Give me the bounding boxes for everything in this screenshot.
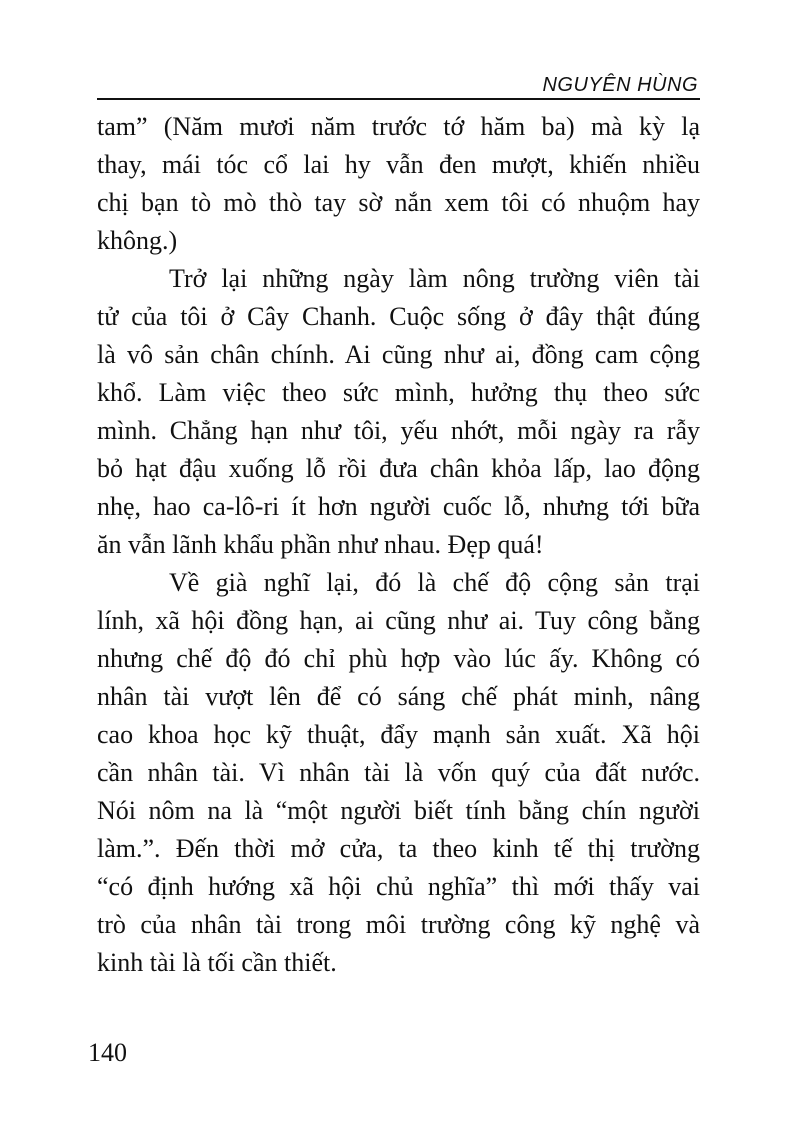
- page-number: 140: [88, 1038, 127, 1067]
- text-line: nhân tài vượt lên để có sáng chế phát minh, nâng: [97, 682, 700, 711]
- text-line: lính, xã hội đồng hạn, ai cũng như ai. Tuy công bằng: [97, 606, 700, 635]
- running-header: [97, 62, 700, 100]
- text-line: Trở lại những ngày làm nông trường viên tài: [169, 264, 700, 293]
- text-line: cần nhân tài. Vì nhân tài là vốn quý của đất nước.: [97, 758, 700, 787]
- text-line: ăn vẫn lãnh khẩu phần như nhau. Đẹp quá!: [97, 530, 544, 559]
- text-line: trò của nhân tài trong môi trường công kỹ nghệ và: [97, 910, 700, 939]
- text-line: Nói nôm na là “một người biết tính bằng chín người: [97, 796, 700, 825]
- text-line: bỏ hạt đậu xuống lỗ rồi đưa chân khỏa lấp, lao động: [97, 454, 700, 483]
- text-line: cao khoa học kỹ thuật, đẩy mạnh sản xuất. Xã hội: [97, 720, 700, 749]
- text-line: là vô sản chân chính. Ai cũng như ai, đồng cam cộng: [97, 340, 700, 369]
- text-line: chị bạn tò mò thò tay sờ nắn xem tôi có nhuộm hay: [97, 188, 700, 217]
- text-line: tam” (Năm mươi năm trước tớ hăm ba) mà kỳ lạ: [97, 112, 700, 141]
- text-line: mình. Chẳng hạn như tôi, yếu nhớt, mỗi ngày ra rẫy: [97, 416, 700, 445]
- text-line: thay, mái tóc cổ lai hy vẫn đen mượt, khiến nhiều: [97, 150, 700, 179]
- text-line: kinh tài là tối cần thiết.: [97, 948, 337, 977]
- text-line: “có định hướng xã hội chủ nghĩa” thì mới thấy vai: [97, 872, 700, 901]
- text-line: không.): [97, 226, 178, 255]
- text-line: làm.”. Đến thời mở cửa, ta theo kinh tế thị trường: [97, 834, 700, 863]
- running-title: NGUYÊN HÙNG: [542, 74, 698, 96]
- text-line: tử của tôi ở Cây Chanh. Cuộc sống ở đây thật đúng: [97, 302, 700, 331]
- text-line: khổ. Làm việc theo sức mình, hưởng thụ theo sức: [97, 378, 700, 407]
- text-line: nhưng chế độ đó chỉ phù hợp vào lúc ấy. Không có: [97, 644, 700, 673]
- text-line: nhẹ, hao ca-lô-ri ít hơn người cuốc lỗ, nhưng tới bữa: [97, 492, 700, 521]
- text-line: Về già nghĩ lại, đó là chế độ cộng sản trại: [169, 568, 700, 597]
- page-body: [97, 108, 700, 982]
